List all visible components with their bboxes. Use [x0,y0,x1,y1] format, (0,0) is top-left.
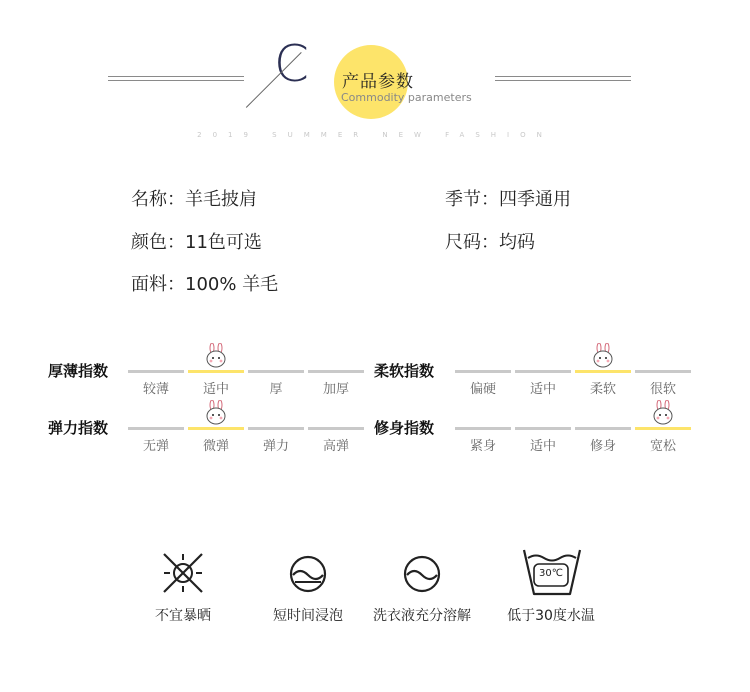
laundry-liquid-icon [401,553,443,595]
index-label: 柔软指数 [374,362,435,380]
wash-temperature-badge: 30℃ [539,568,563,579]
index-option-label: 厚 [269,382,283,397]
index-marker-icon [205,343,227,369]
param-name: 名称：羊毛披肩 [131,189,257,210]
index-segment [248,427,304,430]
index-option-label: 修身 [589,439,616,454]
index-segment [128,427,184,430]
index-segment [188,370,244,373]
index-label: 修身指数 [374,419,435,437]
care-label-temperature: 低于30度水温 [507,608,595,624]
care-label-liquid: 洗衣液充分溶解 [373,608,471,624]
index-option-label: 紧身 [469,439,496,454]
no-sun-icon [160,550,206,596]
index-option-label: 弹力 [262,439,289,454]
index-segment [515,427,571,430]
header-right-line [495,76,631,77]
index-label: 厚薄指数 [48,362,109,380]
index-marker-icon [205,400,227,426]
index-option-label: 偏硬 [469,382,496,397]
header-left-line-2 [108,80,244,81]
param-season: 季节：四季通用 [445,189,571,210]
header-letter: C [274,35,309,93]
index-option-label: 适中 [529,439,556,454]
header-left-line [108,76,244,77]
index-segment [188,427,244,430]
header-right-line-2 [495,80,631,81]
index-segment [128,370,184,373]
index-segment [455,370,511,373]
index-segment [575,427,631,430]
param-fabric: 面料：100% 羊毛 [131,274,279,295]
index-option-label: 很软 [649,382,676,397]
index-segment [575,370,631,373]
index-option-label: 适中 [529,382,556,397]
index-segment [455,427,511,430]
short-soak-icon [287,553,329,595]
param-size: 尺码：均码 [445,232,535,253]
index-segment [308,370,364,373]
index-segment [308,427,364,430]
index-option-label: 高弹 [322,439,349,454]
index-marker-icon [592,343,614,369]
index-option-label: 柔软 [589,382,616,397]
tagline: 2019 SUMMER NEW FASHION [197,131,553,139]
section-subtitle: Commodity parameters [341,91,472,104]
index-option-label: 较薄 [142,382,169,397]
section-title: 产品参数 [342,72,414,92]
index-option-label: 宽松 [649,439,676,454]
wash-temperature-icon [520,546,584,598]
care-label-short-soak: 短时间浸泡 [273,608,343,624]
index-segment [515,370,571,373]
index-option-label: 微弹 [202,439,229,454]
index-option-label: 无弹 [142,439,169,454]
index-option-label: 加厚 [322,382,349,397]
index-segment [635,370,691,373]
index-label: 弹力指数 [48,419,109,437]
index-option-label: 适中 [202,382,229,397]
care-label-no-sun: 不宜暴晒 [155,608,211,624]
param-color: 颜色：11色可选 [131,232,262,253]
index-marker-icon [652,400,674,426]
index-segment [635,427,691,430]
index-segment [248,370,304,373]
